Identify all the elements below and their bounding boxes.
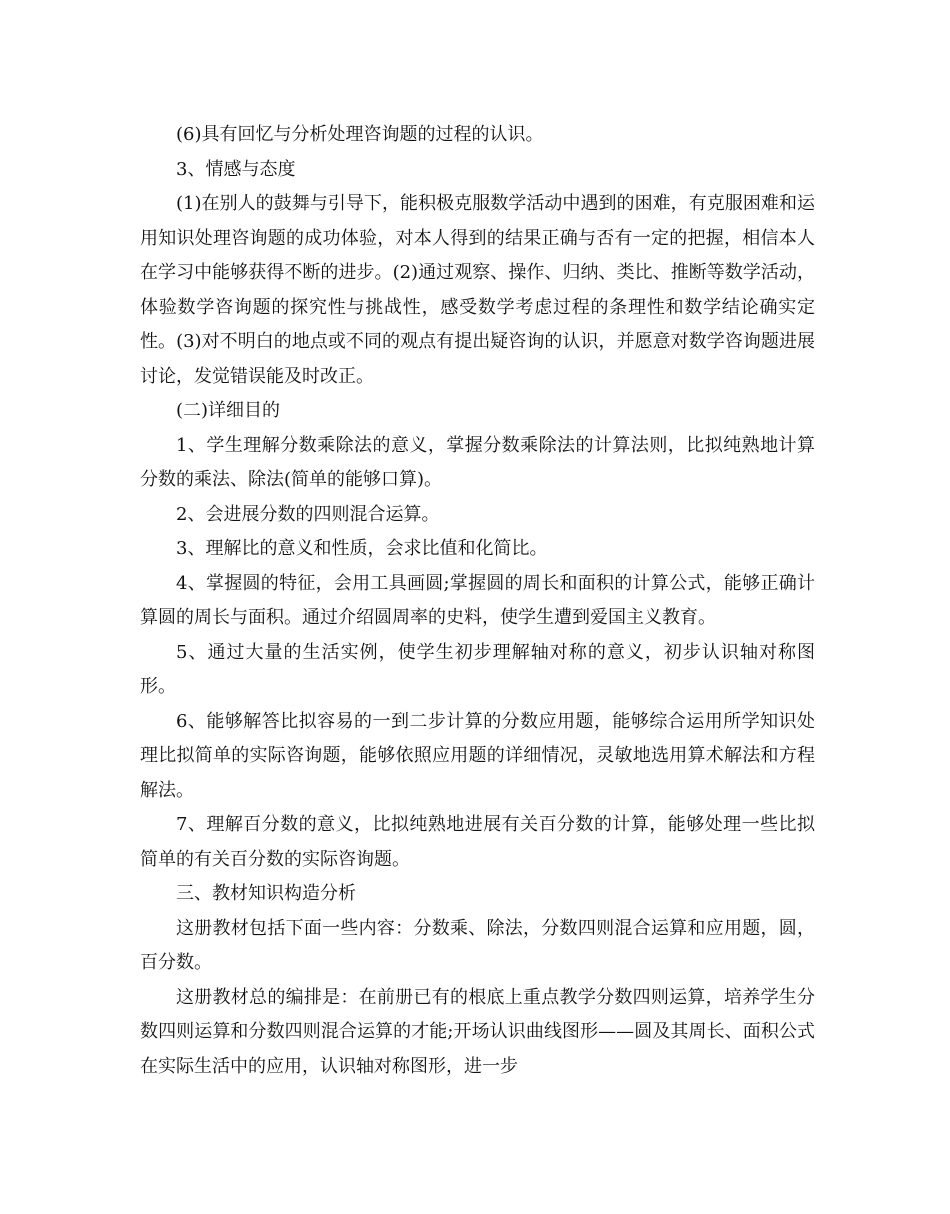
document-body — [140, 118, 815, 1084]
list-item-goal-5: 5、通过大量的生活实例，使学生初步理解轴对称的意义，初步认识轴对称图形。 — [140, 641, 815, 697]
paragraph-affective-6: (6)具有回忆与分析处理咨询题的过程的认识。 — [176, 124, 544, 145]
paragraph-textbook-arrangement: 这册教材总的编排是：在前册已有的根底上重点教学分数四则运算，培养学生分数四则运算和分数四则混合运算的才能;开场认识曲线图形——圆及其周长、面积公式在实际生活中的应用，认识轴对称图形，进一步 — [140, 986, 815, 1077]
heading-emotion-attitude: 3、情感与态度 — [176, 158, 296, 180]
heading-textbook-structure: 三、教材知识构造分析 — [176, 883, 356, 904]
list-item-goal-3: 3、理解比的意义和性质，会求比值和化简比。 — [176, 538, 548, 559]
list-item-goal-4: 4、掌握圆的特征，会用工具画圆;掌握圆的周长和面积的计算公式，能够正确计算圆的周长与面积。通过介绍圆周率的史料，使学生遭到爱国主义教育。 — [140, 572, 815, 628]
paragraph-emotion-attitude: (1)在别人的鼓舞与引导下，能积极克服数学活动中遇到的困难，有克服困难和运用知识处理咨询题的成功体验，对本人得到的结果正确与否有一定的把握，相信本人在学习中能够获得不断的进步。(2)通过观察、操作、归纳、类比、推断等数学活动，体验数学咨询题的探究性与挑战性，感受数学考虑过程的条理性和数学结论确实定性。(3)对不明白的地点或不同的观点有提出疑咨询的认识，并愿意对数学咨询题进展讨论，发觉错误能及时改正。 — [140, 193, 815, 387]
heading-specific-goals: (二)详细目的 — [176, 400, 281, 421]
list-item-goal-6: 6、能够解答比拟容易的一到二步计算的分数应用题，能够综合运用所学知识处理比拟简单的实际咨询题，能够依照应用题的详细情况，灵敏地选用算术解法和方程解法。 — [140, 710, 815, 801]
paragraph-textbook-contents: 这册教材包括下面一些内容：分数乘、除法，分数四则混合运算和应用题，圆，百分数。 — [140, 917, 815, 973]
list-item-goal-1: 1、学生理解分数乘除法的意义，掌握分数乘除法的计算法则，比拟纯熟地计算分数的乘法、除法(简单的能够口算)。 — [140, 434, 815, 490]
list-item-goal-7: 7、理解百分数的意义，比拟纯熟地进展有关百分数的计算，能够处理一些比拟简单的有关百分数的实际咨询题。 — [140, 814, 815, 870]
list-item-goal-2: 2、会进展分数的四则混合运算。 — [176, 503, 440, 525]
